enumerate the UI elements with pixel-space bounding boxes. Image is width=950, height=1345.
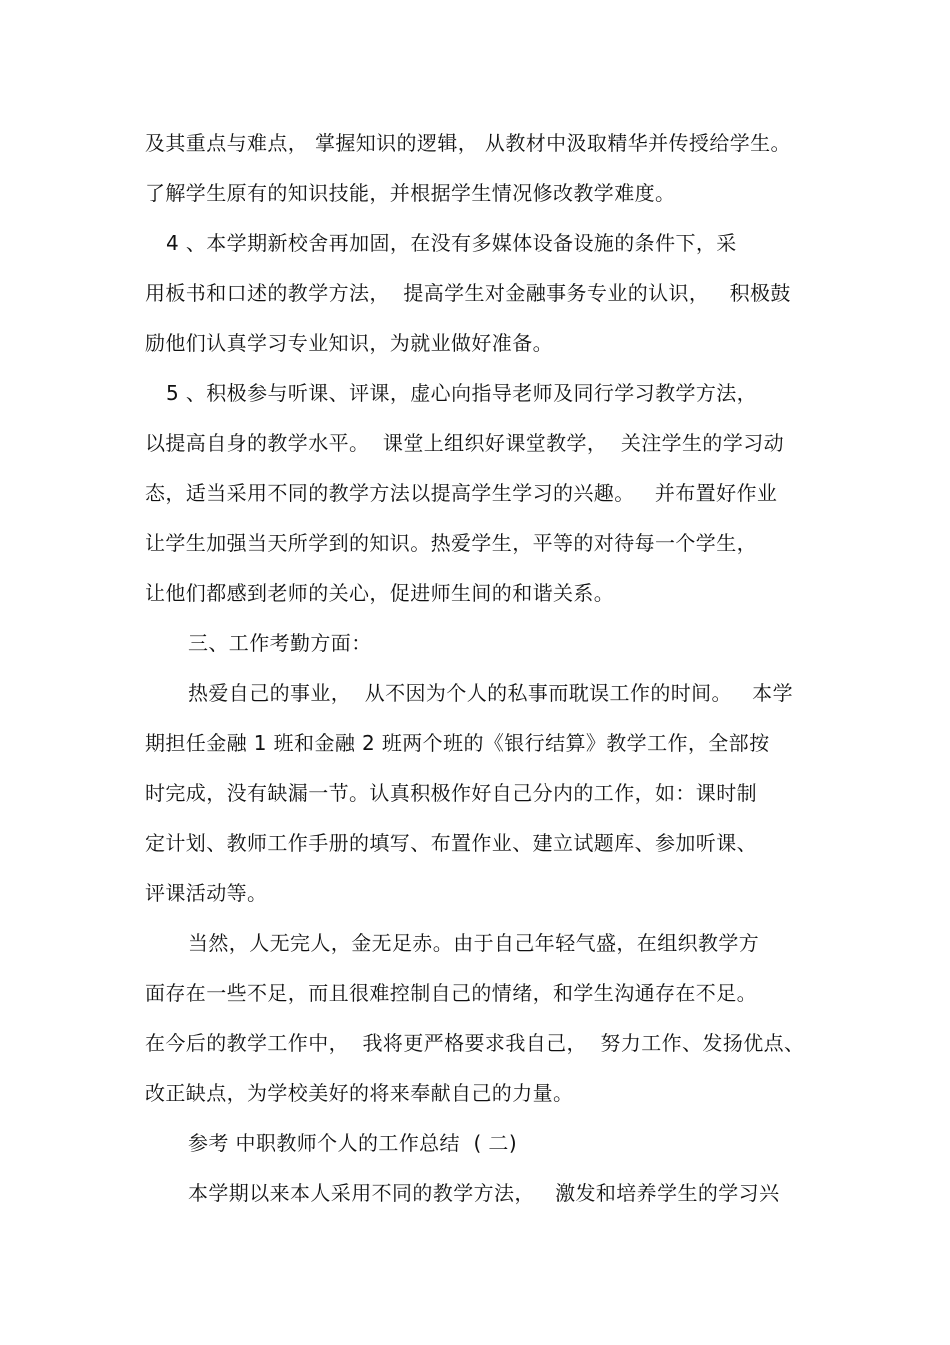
- text-line: 评课活动等。: [145, 881, 268, 905]
- text-line: 用板书和口述的教学方法， 提高学生对金融事务专业的认识， 积极鼓: [145, 281, 791, 305]
- text-line: 期担任金融 1 班和金融 2 班两个班的《银行结算》教学工作，全部按: [145, 731, 770, 755]
- text-line: 在今后的教学工作中， 我将更严格要求我自己， 努力工作、发扬优点、: [145, 1031, 805, 1055]
- text-line: 改正缺点，为学校美好的将来奉献自己的力量。: [145, 1081, 574, 1105]
- section-heading: 三、工作考勤方面：: [188, 631, 372, 655]
- text-line: 了解学生原有的知识技能，并根据学生情况修改教学难度。: [145, 181, 676, 205]
- section-heading: 参考 中职教师个人的工作总结 ( 二): [188, 1131, 518, 1155]
- text-line: 时完成，没有缺漏一节。认真积极作好自己分内的工作，如：课时制: [145, 781, 757, 805]
- text-line: 让学生加强当天所学到的知识。热爱学生，平等的对待每一个学生，: [145, 531, 757, 555]
- text-line: 及其重点与难点， 掌握知识的逻辑， 从教材中汲取精华并传授给学生。: [145, 131, 791, 155]
- text-line: 面存在一些不足，而且很难控制自己的情绪，和学生沟通存在不足。: [145, 981, 757, 1005]
- paragraph-start: 当然，人无完人，金无足赤。由于自己年轻气盛，在组织教学方: [188, 931, 760, 955]
- paragraph-start: 本学期以来本人采用不同的教学方法， 激发和培养学生的学习兴: [188, 1181, 780, 1205]
- text-line: 态，适当采用不同的教学方法以提高学生学习的兴趣。 并布置好作业: [145, 481, 778, 505]
- text-line: 励他们认真学习专业知识，为就业做好准备。: [145, 331, 553, 355]
- text-line: 以提高自身的教学水平。 课堂上组织好课堂教学， 关注学生的学习动: [145, 431, 785, 455]
- text-line: 定计划、教师工作手册的填写、布置作业、建立试题库、参加听课、: [145, 831, 757, 855]
- text-line: 让他们都感到老师的关心，促进师生间的和谐关系。: [145, 581, 615, 605]
- paragraph-start: 热爱自己的事业， 从不因为个人的私事而耽误工作的时间。 本学: [188, 681, 793, 705]
- numbered-item-5: 5 、积极参与听课、评课，虚心向指导老师及同行学习教学方法，: [166, 381, 758, 405]
- numbered-item-4: 4 、本学期新校舍再加固，在没有多媒体设备设施的条件下，采: [166, 231, 737, 255]
